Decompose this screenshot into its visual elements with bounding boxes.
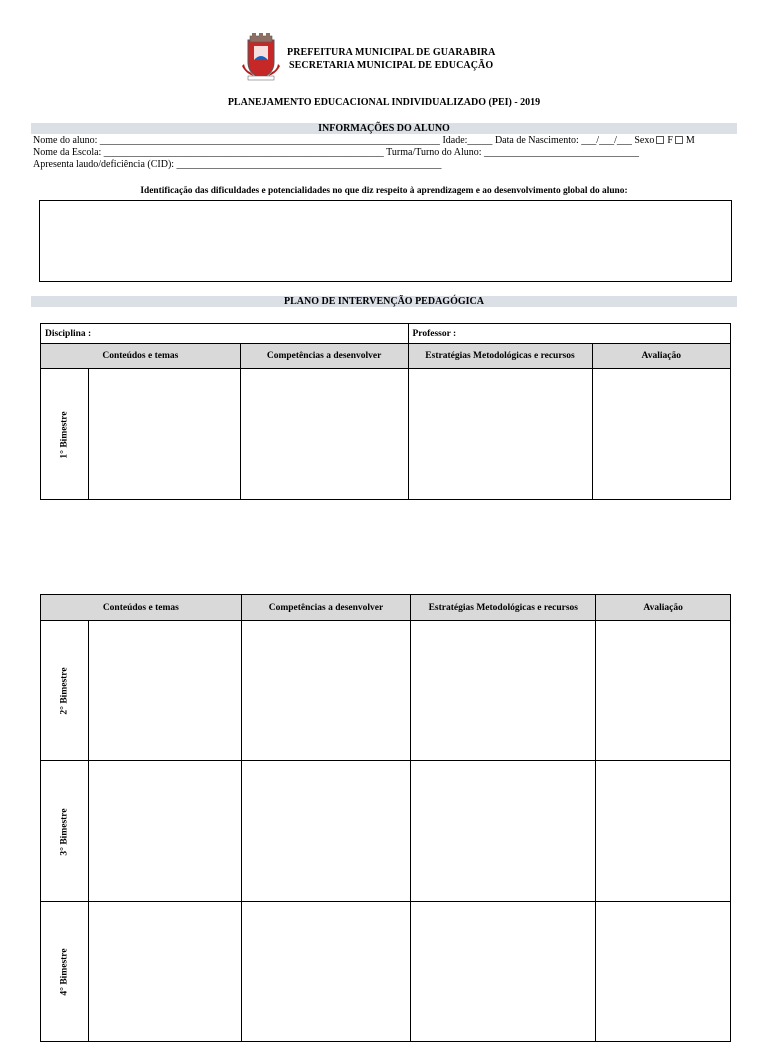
col-header-strategies: Estratégias Metodológicas e recursos <box>411 595 596 621</box>
bimester-4-strategies-cell[interactable] <box>411 902 596 1042</box>
plan-table-bimester-1 <box>40 323 731 500</box>
student-info-line-1 <box>33 135 695 147</box>
difficulties-textbox[interactable] <box>39 200 732 282</box>
sex-m-checkbox[interactable] <box>675 136 683 144</box>
col-header-contents: Conteúdos e temas <box>41 595 242 621</box>
bimester-1-label: 1° Bimestre <box>41 369 89 500</box>
bimester-1-evaluation-cell[interactable] <box>592 369 731 500</box>
class-shift-field[interactable]: Turma/Turno do Aluno: _______________________________ <box>386 147 640 158</box>
diagnosis-field[interactable]: Apresenta laudo/deficiência (CID): _____________________________________________________ <box>33 159 442 170</box>
col-header-competencies: Competências a desenvolver <box>241 595 411 621</box>
sex-f-label: F <box>667 135 673 146</box>
plan-title: PLANO DE INTERVENÇÃO PEDAGÓGICA <box>31 296 737 307</box>
bimester-2-strategies-cell[interactable] <box>411 621 596 761</box>
bimester-2-competencies-cell[interactable] <box>241 621 411 761</box>
bimester-4-label: 4° Bimestre <box>41 902 89 1042</box>
bimester-1-contents-cell[interactable] <box>89 369 241 500</box>
sex-f-checkbox[interactable] <box>656 136 664 144</box>
bimester-1-competencies-cell[interactable] <box>240 369 408 500</box>
secretariat-name: SECRETARIA MUNICIPAL DE EDUCAÇÃO <box>289 60 494 71</box>
prefecture-name: PREFEITURA MUNICIPAL DE GUARABIRA <box>287 47 496 58</box>
col-header-evaluation: Avaliação <box>592 344 731 369</box>
bimester-3-label: 3° Bimestre <box>41 761 89 902</box>
birth-date-field[interactable]: Data de Nascimento: ___/___/___ <box>494 135 632 146</box>
municipal-crest-logo <box>240 32 282 82</box>
bimester-4-competencies-cell[interactable] <box>241 902 411 1042</box>
student-name-field[interactable]: Nome do aluno: ____________________________________________________________________ <box>33 135 440 146</box>
sex-m-label: M <box>685 135 695 146</box>
subject-field[interactable]: Disciplina : <box>41 324 409 344</box>
bimester-3-evaluation-cell[interactable] <box>596 761 731 902</box>
sex-label: Sexo <box>634 135 655 146</box>
school-name-field[interactable]: Nome da Escola: ________________________________________________________ <box>33 147 384 158</box>
teacher-field[interactable]: Professor : <box>408 324 731 344</box>
bimester-1-strategies-cell[interactable] <box>408 369 592 500</box>
bimester-3-contents-cell[interactable] <box>89 761 241 902</box>
bimester-3-strategies-cell[interactable] <box>411 761 596 902</box>
bimester-3-competencies-cell[interactable] <box>241 761 411 902</box>
student-info-title: INFORMAÇÕES DO ALUNO <box>31 123 737 134</box>
document-title: PLANEJAMENTO EDUCACIONAL INDIVIDUALIZADO (PEI) - 2019 <box>227 97 541 108</box>
col-header-evaluation: Avaliação <box>596 595 731 621</box>
col-header-competencies: Competências a desenvolver <box>240 344 408 369</box>
plan-table-bimesters-2-4 <box>40 594 731 1042</box>
difficulties-title: Identificação das dificuldades e potencialidades no que diz respeito à aprendizagem e ao desenvolvimento global do aluno: <box>140 186 628 196</box>
col-header-strategies: Estratégias Metodológicas e recursos <box>408 344 592 369</box>
bimester-2-label: 2° Bimestre <box>41 621 89 761</box>
col-header-contents: Conteúdos e temas <box>41 344 241 369</box>
bimester-2-evaluation-cell[interactable] <box>596 621 731 761</box>
bimester-2-contents-cell[interactable] <box>89 621 241 761</box>
age-field[interactable]: Idade:_____ <box>442 135 493 146</box>
bimester-4-contents-cell[interactable] <box>89 902 241 1042</box>
bimester-4-evaluation-cell[interactable] <box>596 902 731 1042</box>
student-info-line-2 <box>33 147 639 159</box>
